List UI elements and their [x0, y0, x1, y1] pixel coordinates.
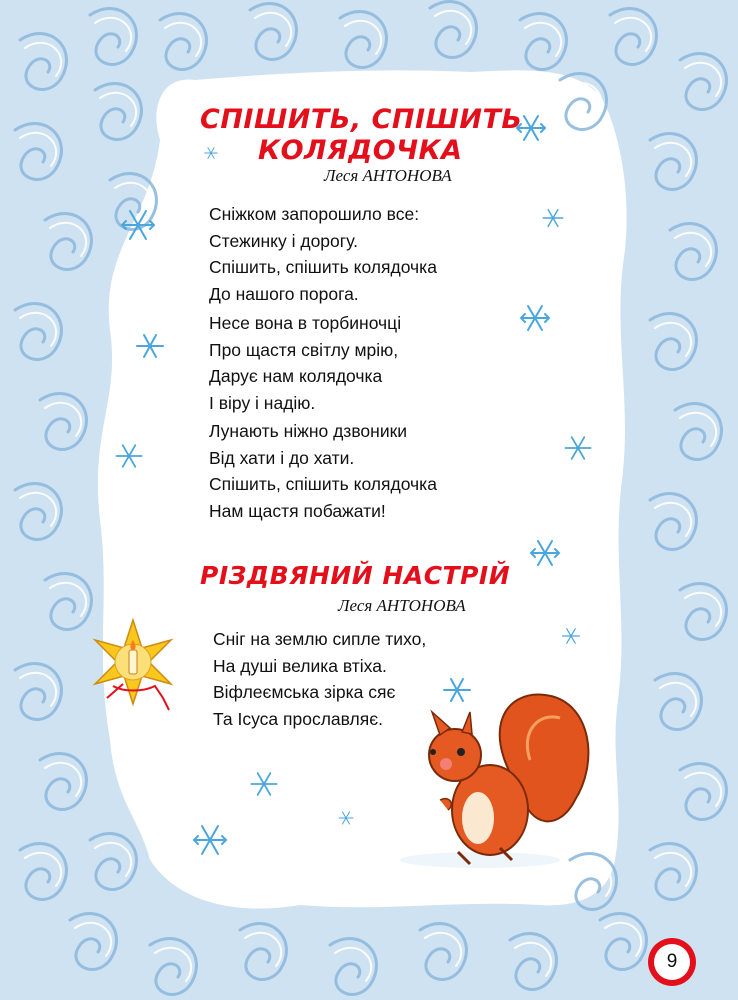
poem-line: Стежинку і дорогу. — [209, 230, 359, 251]
poem-1-title-line-1: СПІШИТЬ, СПІШИТЬ — [200, 104, 523, 135]
poem-line: Дарує нам колядочка — [209, 366, 383, 386]
poem-line: Спішить, спішить колядочка — [209, 474, 437, 494]
snowflake-icon — [563, 629, 580, 643]
poem-line: Лунають ніжно дзвоники — [209, 421, 408, 441]
poem-line: Та Ісуса прославляє. — [213, 708, 384, 729]
poem-line: Сніг на землю сипле тихо, — [213, 629, 427, 649]
poem-line: Від хати і до хати. — [209, 447, 355, 468]
poem-1-stanza-3 — [209, 418, 437, 524]
snowflake-icon — [543, 210, 563, 227]
squirrel-illustration — [400, 695, 588, 868]
poem-line: На душі велика втіха. — [213, 655, 387, 676]
poem-2-stanza-1 — [213, 626, 426, 732]
poem-line: Сніжком запорошило все: — [209, 204, 420, 224]
snowflake-icon — [116, 445, 141, 467]
poem-1-stanza-2 — [209, 310, 401, 416]
page-number-badge — [648, 938, 696, 986]
poem-line: До нашого порога. — [209, 283, 359, 304]
snowflake-icon — [251, 773, 276, 795]
candle-star-icon — [95, 620, 171, 710]
poem-line: Несе вона в торбиночці — [209, 313, 402, 333]
poem-line: Про щастя світлу мрію, — [209, 339, 399, 360]
poem-line: Спішить, спішить колядочка — [209, 257, 437, 277]
snowflake-icon — [339, 812, 353, 824]
poem-line: Віфлеємська зірка сяє — [213, 682, 396, 702]
poem-1-author: Леся АНТОНОВА — [324, 166, 452, 185]
poem-line: І віру і надію. — [209, 392, 316, 413]
poem-1-title-line-2: КОЛЯДОЧКА — [258, 135, 463, 166]
poem-line: Нам щастя побажати! — [209, 500, 386, 521]
snowflake-icon — [137, 335, 163, 357]
snowflake-icon — [194, 826, 226, 854]
page-number: 9 — [654, 944, 690, 980]
snowflake-icon — [531, 541, 559, 565]
snowflake-icon — [205, 148, 218, 159]
poem-2-title: РІЗДВЯНИЙ НАСТРІЙ — [200, 561, 511, 590]
snowflake-icon — [521, 306, 549, 330]
poem-1-stanza-1 — [209, 201, 437, 307]
snowflake-icon — [565, 437, 590, 459]
poem-2-author: Леся АНТОНОВА — [338, 596, 466, 615]
snowflake-icon — [444, 679, 470, 701]
